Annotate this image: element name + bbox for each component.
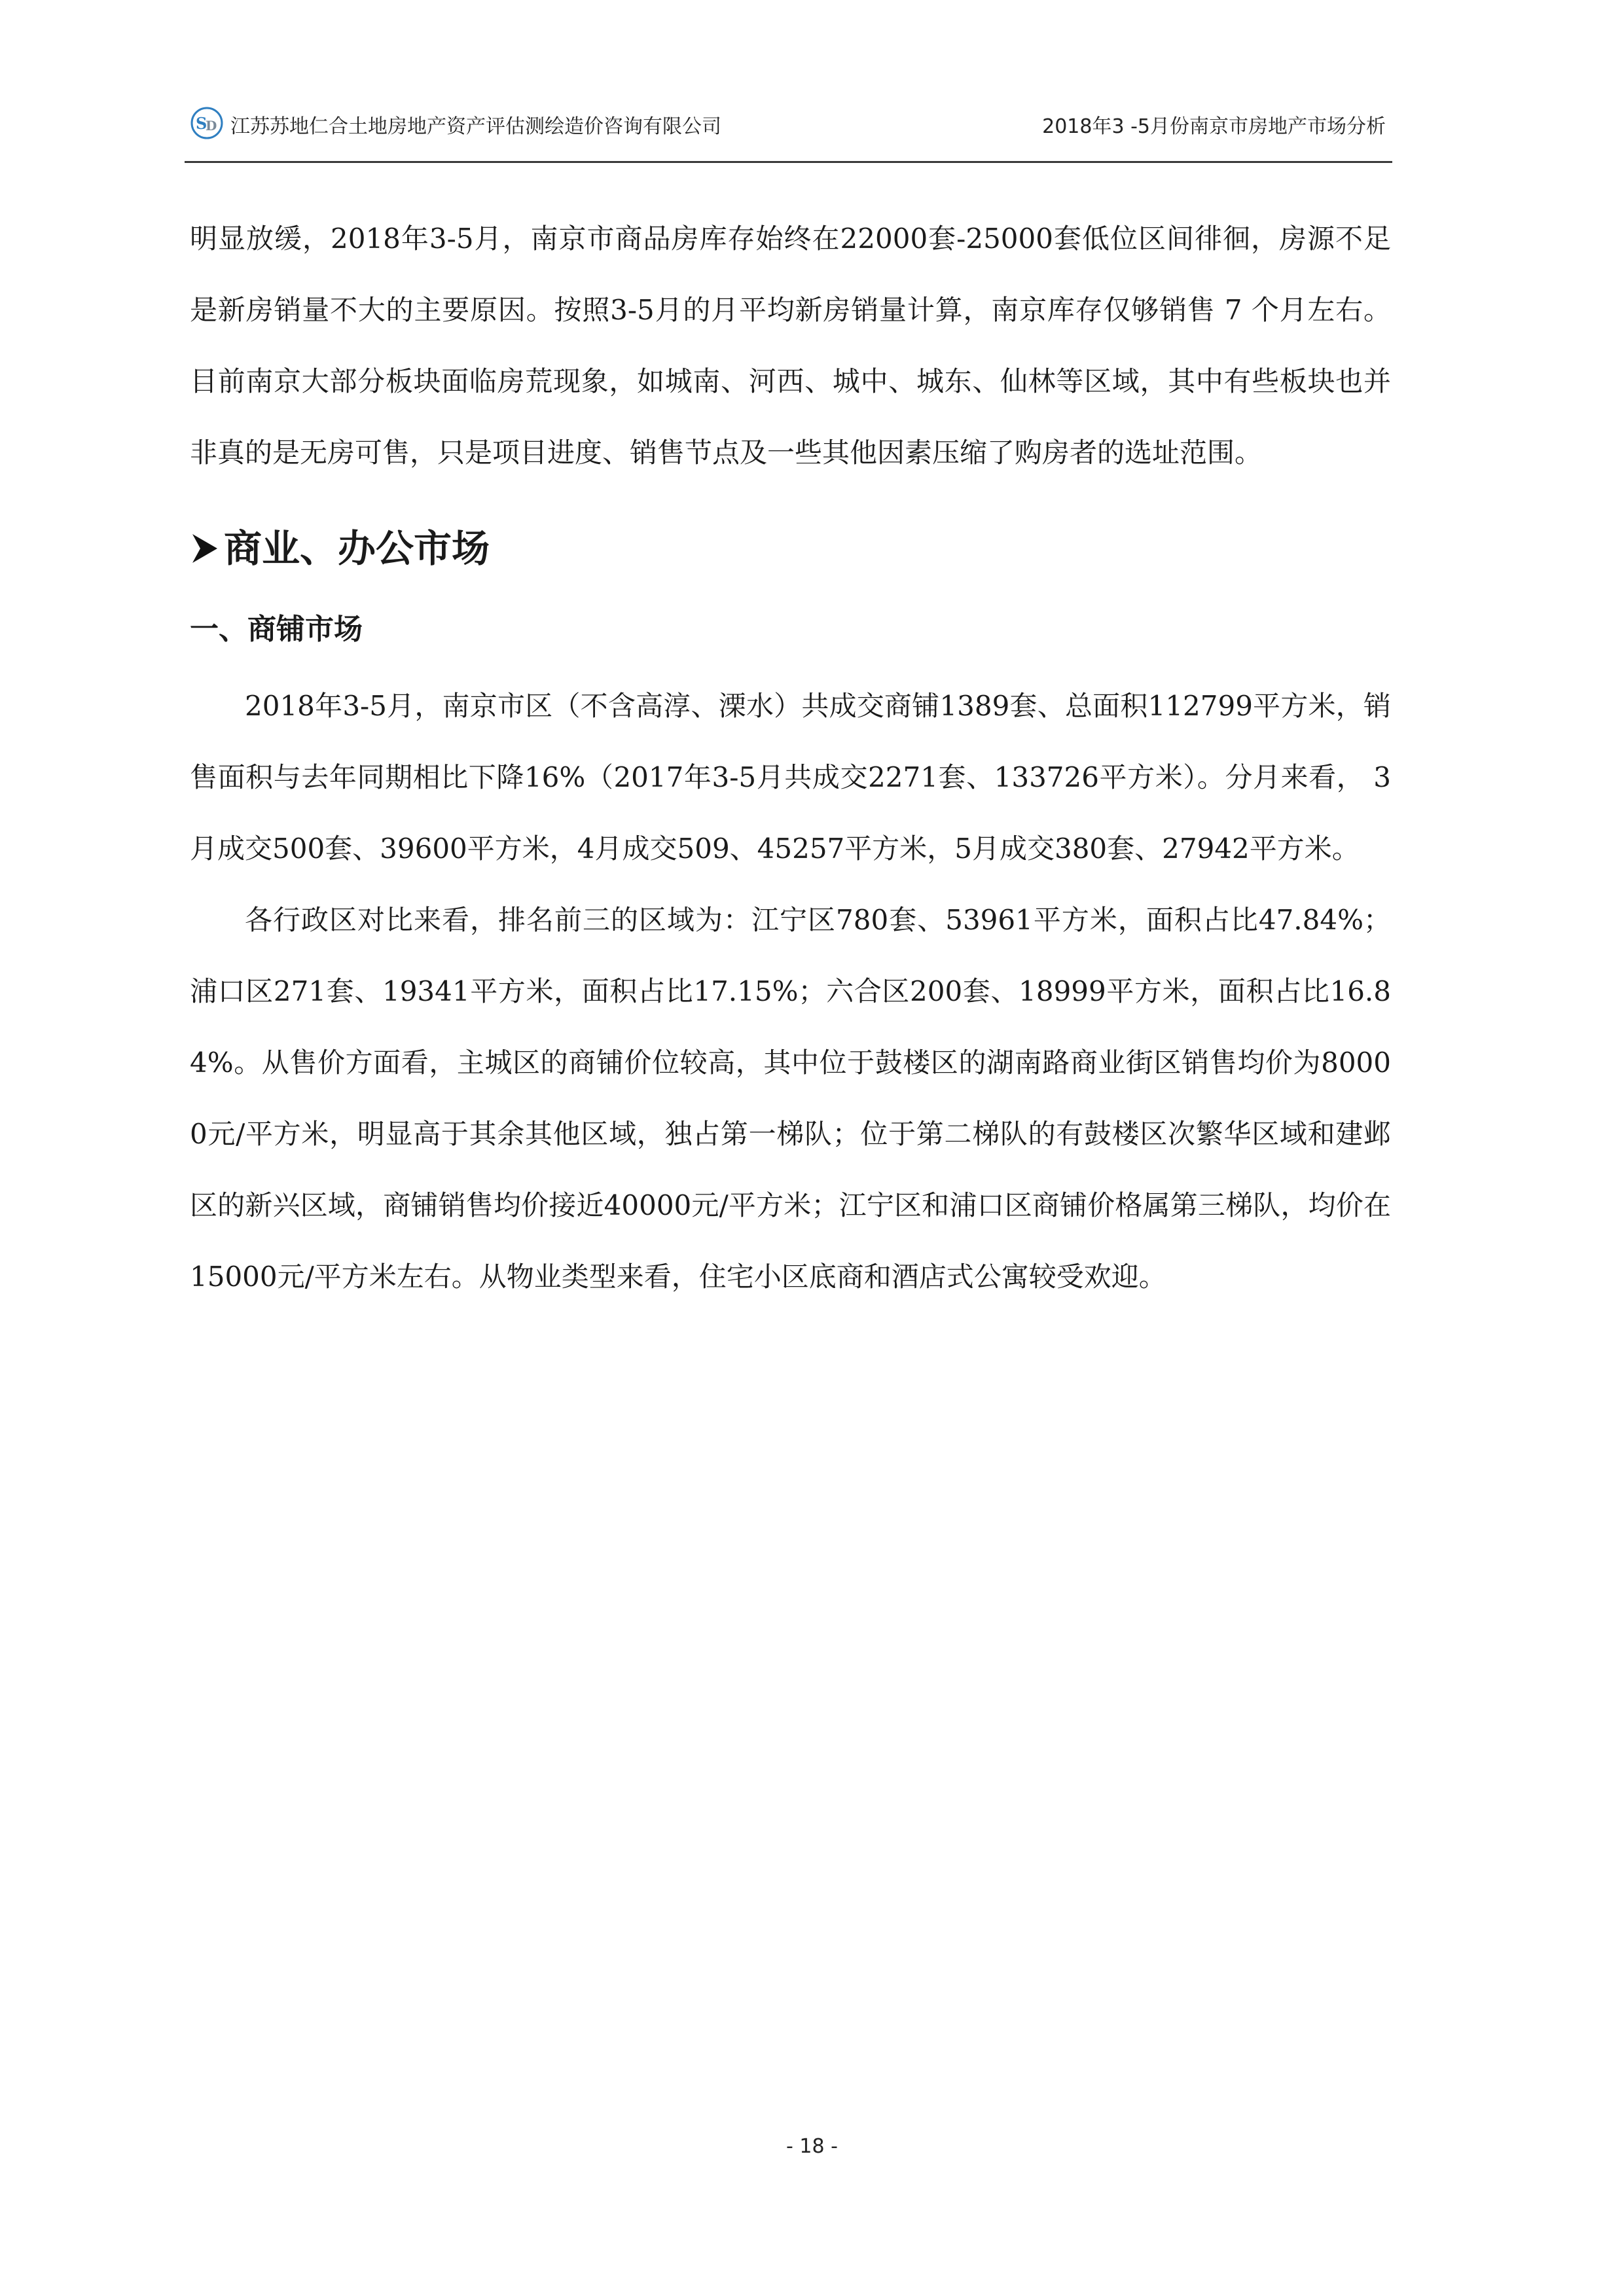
sd-logo-icon bbox=[190, 106, 224, 140]
section-heading-text: 商业、办公市场 bbox=[224, 526, 490, 571]
document-body bbox=[190, 203, 1391, 1312]
page-number: - 18 - bbox=[786, 2135, 838, 2158]
svg-text:D: D bbox=[206, 118, 217, 134]
svg-text:S: S bbox=[196, 114, 208, 133]
sub-heading: 一、商铺市场 bbox=[190, 613, 363, 646]
paragraph-inventory: 明显放缓，2018年3-5月，南京市商品房库存始终在22000套-25000套低位区间徘徊，房源不足是新房销量不大的主要原因。按照3-5月的月平均新房销量计算，南京库存仅够销售 7 个月左右。目前南京大部分板块面临房荒现象，如城南、河西、城中、城东、仙林等区域，其中有些板块也并非真的是无房可售，只是项目进度、销售节点及一些其他因素压缩了购房者的选址范围。 bbox=[190, 223, 1391, 469]
page-header bbox=[185, 98, 1392, 163]
paragraph-district-comparison: 各行政区对比来看，排名前三的区域为：江宁区780套、53961平方米，面积占比47.84%；浦口区271套、19341平方米，面积占比17.15%；六合区200套、18999平方米，面积占比16.84%。从售价方面看，主城区的商铺价位较高，其中位于鼓楼区的湖南路商业街区销售均价为80000元/平方米，明显高于其余其他区域，独占第一梯队；位于第二梯队的有鼓楼区次繁华区域和建邺区的新兴区域，商铺销售均价接近40000元/平方米；江宁区和浦口区商铺价格属第三梯队，均价在15000元/平方米左右。从物业类型来看，住宅小区底商和酒店式公寓较受欢迎。 bbox=[190, 904, 1391, 1293]
arrow-bullet-icon bbox=[190, 530, 220, 567]
report-title: 2018年3 -5月份南京市房地产市场分析 bbox=[1042, 115, 1386, 138]
paragraph-shop-sales: 2018年3-5月，南京市区（不含高淳、溧水）共成交商铺1389套、总面积112799平方米，销售面积与去年同期相比下降16%（2017年3-5月共成交2271套、133726平方米）。分月来看， 3月成交500套、39600平方米，4月成交509、45257平方米，5月成交380套、27942平方米。 bbox=[190, 690, 1391, 865]
section-heading bbox=[190, 522, 1391, 575]
company-name: 江苏苏地仁合土地房地产资产评估测绘造价咨询有限公司 bbox=[230, 115, 721, 138]
